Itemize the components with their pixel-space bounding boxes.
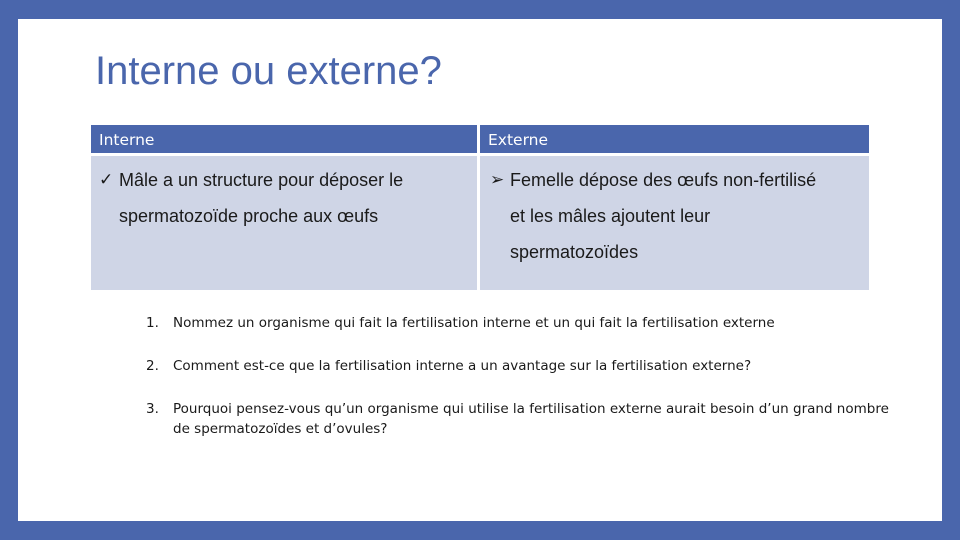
question-number: 3.	[146, 401, 159, 417]
question-item	[146, 313, 906, 333]
question-list	[146, 313, 906, 462]
table-cell-interne	[91, 156, 477, 290]
table-header-externe: Externe	[480, 125, 869, 153]
checkmark-icon: ✓	[99, 170, 114, 189]
cell-line: spermatozoïdes	[510, 242, 639, 262]
question-number: 2.	[146, 358, 159, 374]
question-item	[146, 356, 906, 376]
comparison-table	[91, 125, 869, 290]
cell-text-interne	[99, 162, 469, 234]
question-text: Comment est-ce que la fertilisation interne a un avantage sur la fertilisation externe?	[173, 358, 752, 374]
slide-title: Interne ou externe?	[95, 49, 442, 93]
question-text: Pourquoi pensez-vous qu’un organisme qui utilise la fertilisation externe aurait besoin d’un grand nombre de spermatozoïdes et d’ovules?	[173, 401, 889, 437]
table-cell-externe	[480, 156, 869, 290]
cell-line: spermatozoïde proche aux œufs	[119, 206, 379, 226]
cell-line: et les mâles ajoutent leur	[510, 206, 711, 226]
table-header-interne: Interne	[91, 125, 477, 153]
question-number: 1.	[146, 315, 159, 331]
cell-line: Femelle dépose des œufs non-fertilisé	[510, 170, 817, 190]
cell-text-externe	[490, 162, 862, 270]
arrow-bullet-icon: ➢	[490, 170, 505, 189]
cell-line: Mâle a un structure pour déposer le	[119, 170, 404, 190]
slide	[18, 19, 942, 521]
question-text: Nommez un organisme qui fait la fertilisation interne et un qui fait la fertilisation externe	[173, 315, 775, 331]
question-item	[146, 399, 906, 439]
